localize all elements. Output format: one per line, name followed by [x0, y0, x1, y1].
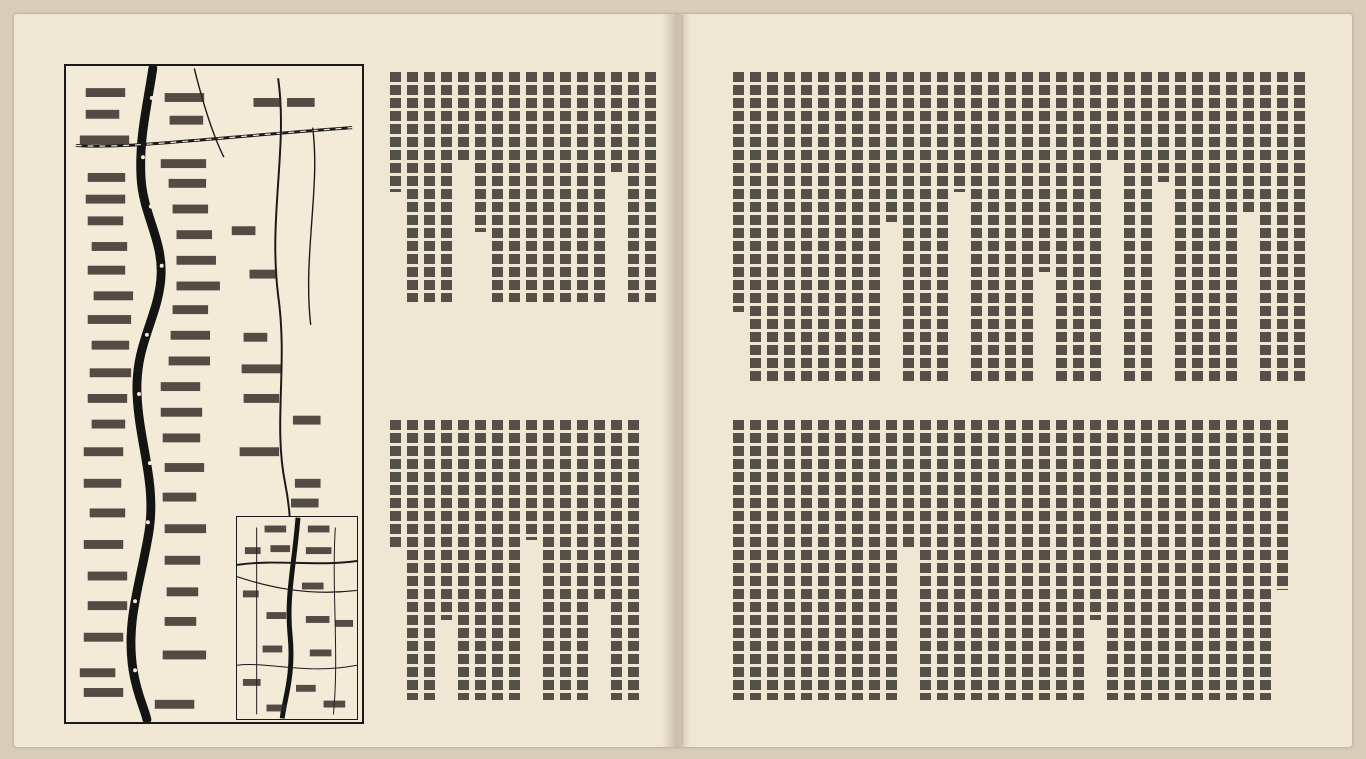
inset-map	[236, 516, 358, 720]
left-text-block-bottom	[390, 420, 639, 710]
right-text-block-bottom	[733, 420, 1288, 710]
book-spread	[14, 14, 1352, 747]
left-page	[14, 14, 683, 747]
inset-map-drawing	[237, 517, 357, 719]
right-page	[683, 14, 1352, 747]
right-text-block-top	[733, 72, 1305, 402]
route-map	[64, 64, 364, 724]
left-text-block-top	[390, 72, 656, 312]
